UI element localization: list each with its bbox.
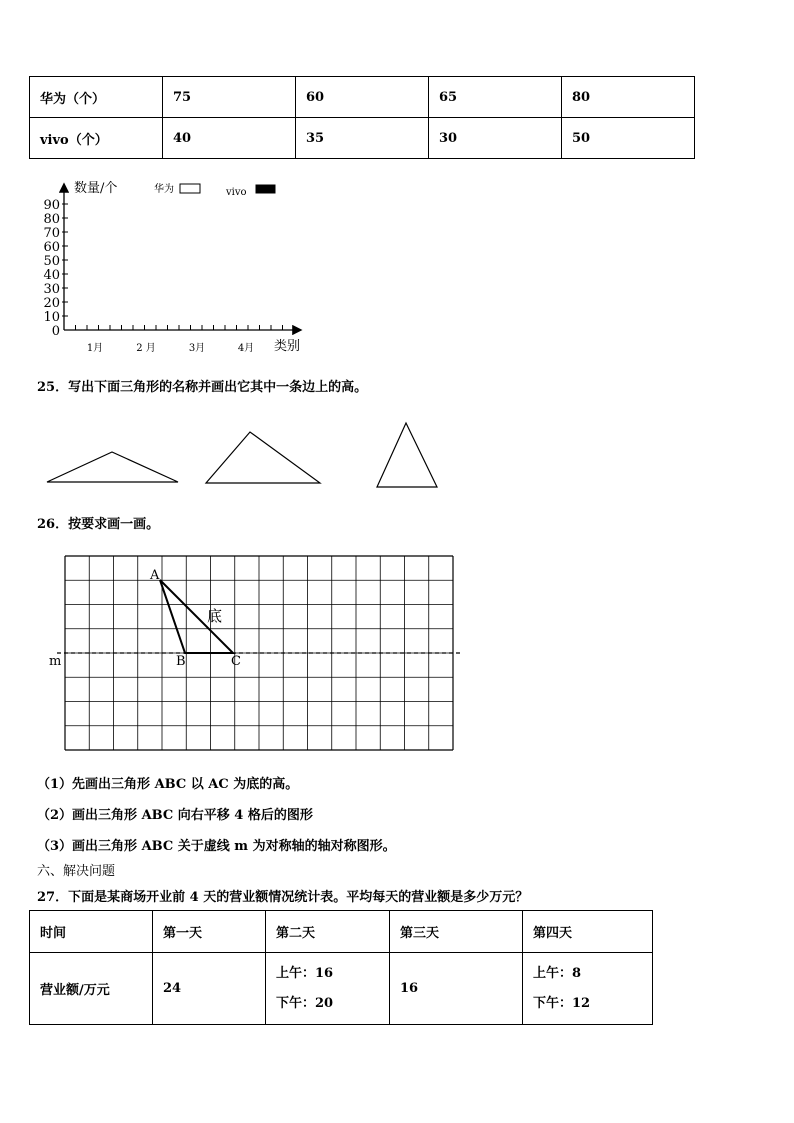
q26-sub-2: （2）画出三角形 ABC 向右平移 4 格后的图形 <box>37 808 313 823</box>
day4-morning: 上午：8 <box>533 965 582 981</box>
y-tick-label: 30 <box>43 282 60 297</box>
table-cell: 35 <box>296 118 429 159</box>
table-cell <box>266 953 390 1025</box>
table-cell: 40 <box>163 118 296 159</box>
y-tick-label: 0 <box>51 324 60 339</box>
row-label: vivo（个） <box>30 118 163 159</box>
table-cell: 24 <box>153 953 266 1025</box>
y-tick-label: 60 <box>43 240 60 255</box>
table-cell: 60 <box>296 77 429 118</box>
day4-afternoon: 下午：12 <box>533 995 591 1011</box>
table-header: 第三天 <box>390 911 523 953</box>
table-header-row <box>30 911 653 953</box>
x-category-label: 2 月 <box>136 343 156 354</box>
row-label: 营业额/万元 <box>30 953 153 1025</box>
table-cell: 30 <box>429 118 562 159</box>
y-tick-label: 80 <box>43 212 60 227</box>
y-tick-label: 70 <box>43 226 60 241</box>
legend-swatch-vivo <box>256 185 275 193</box>
day2-afternoon: 下午：20 <box>276 995 334 1011</box>
phone-sales-table <box>29 76 695 159</box>
triangle-abc <box>160 580 233 653</box>
table-cell: 50 <box>562 118 695 159</box>
legend-label-huawei: 华为 <box>154 184 174 195</box>
revenue-table <box>29 910 653 1025</box>
bar-chart <box>30 170 320 360</box>
x-category-label: 4月 <box>237 343 255 354</box>
table-row <box>30 953 653 1025</box>
legend-label-vivo: vivo <box>226 187 247 198</box>
table-header: 第二天 <box>266 911 390 953</box>
base-label: 底 <box>207 607 223 625</box>
right-triangle <box>206 432 320 483</box>
table-cell <box>523 953 653 1025</box>
table-row <box>30 77 695 118</box>
question-25: 25．写出下面三角形的名称并画出它其中一条边上的高。 <box>37 380 368 395</box>
y-tick-label: 20 <box>43 296 60 311</box>
table-header: 第四天 <box>523 911 653 953</box>
question-27: 27．下面是某商场开业前 4 天的营业额情况统计表。平均每天的营业额是多少万元？ <box>37 890 529 905</box>
table-cell: 75 <box>163 77 296 118</box>
vertex-label-a: A <box>150 568 160 583</box>
q26-sub-1: （1）先画出三角形 ABC 以 AC 为底的高。 <box>37 777 299 792</box>
table-cell: 16 <box>390 953 523 1025</box>
table-cell: 65 <box>429 77 562 118</box>
day2-morning: 上午：16 <box>276 965 334 981</box>
triangles-figure <box>40 418 450 493</box>
acute-triangle <box>377 423 437 487</box>
section-title: 六、解决问题 <box>37 864 116 879</box>
table-header: 第一天 <box>153 911 266 953</box>
x-category-label: 1月 <box>86 343 104 354</box>
vertex-label-c: C <box>231 654 241 669</box>
row-label: 华为（个） <box>30 77 163 118</box>
table-row <box>30 118 695 159</box>
chart-xlabel: 类别 <box>274 339 301 354</box>
y-tick-label: 90 <box>43 198 60 213</box>
q26-sub-3: （3）画出三角形 ABC 关于虚线 m 为对称轴的轴对称图形。 <box>37 839 396 854</box>
chart-ylabel: 数量/个 <box>74 181 118 196</box>
y-tick-label: 10 <box>43 310 60 325</box>
grid-figure <box>45 552 470 752</box>
table-cell: 80 <box>562 77 695 118</box>
obtuse-triangle <box>47 452 178 482</box>
chart-legend <box>154 182 275 198</box>
y-tick-label: 50 <box>43 254 60 269</box>
table-header: 时间 <box>30 911 153 953</box>
y-tick-label: 40 <box>43 268 60 283</box>
axis-label-m: m <box>49 654 62 669</box>
vertex-label-b: B <box>176 654 186 669</box>
question-26: 26．按要求画一画。 <box>37 517 160 532</box>
chart-axes <box>64 185 300 330</box>
legend-swatch-huawei <box>180 184 200 193</box>
x-category-label: 3月 <box>188 343 206 354</box>
